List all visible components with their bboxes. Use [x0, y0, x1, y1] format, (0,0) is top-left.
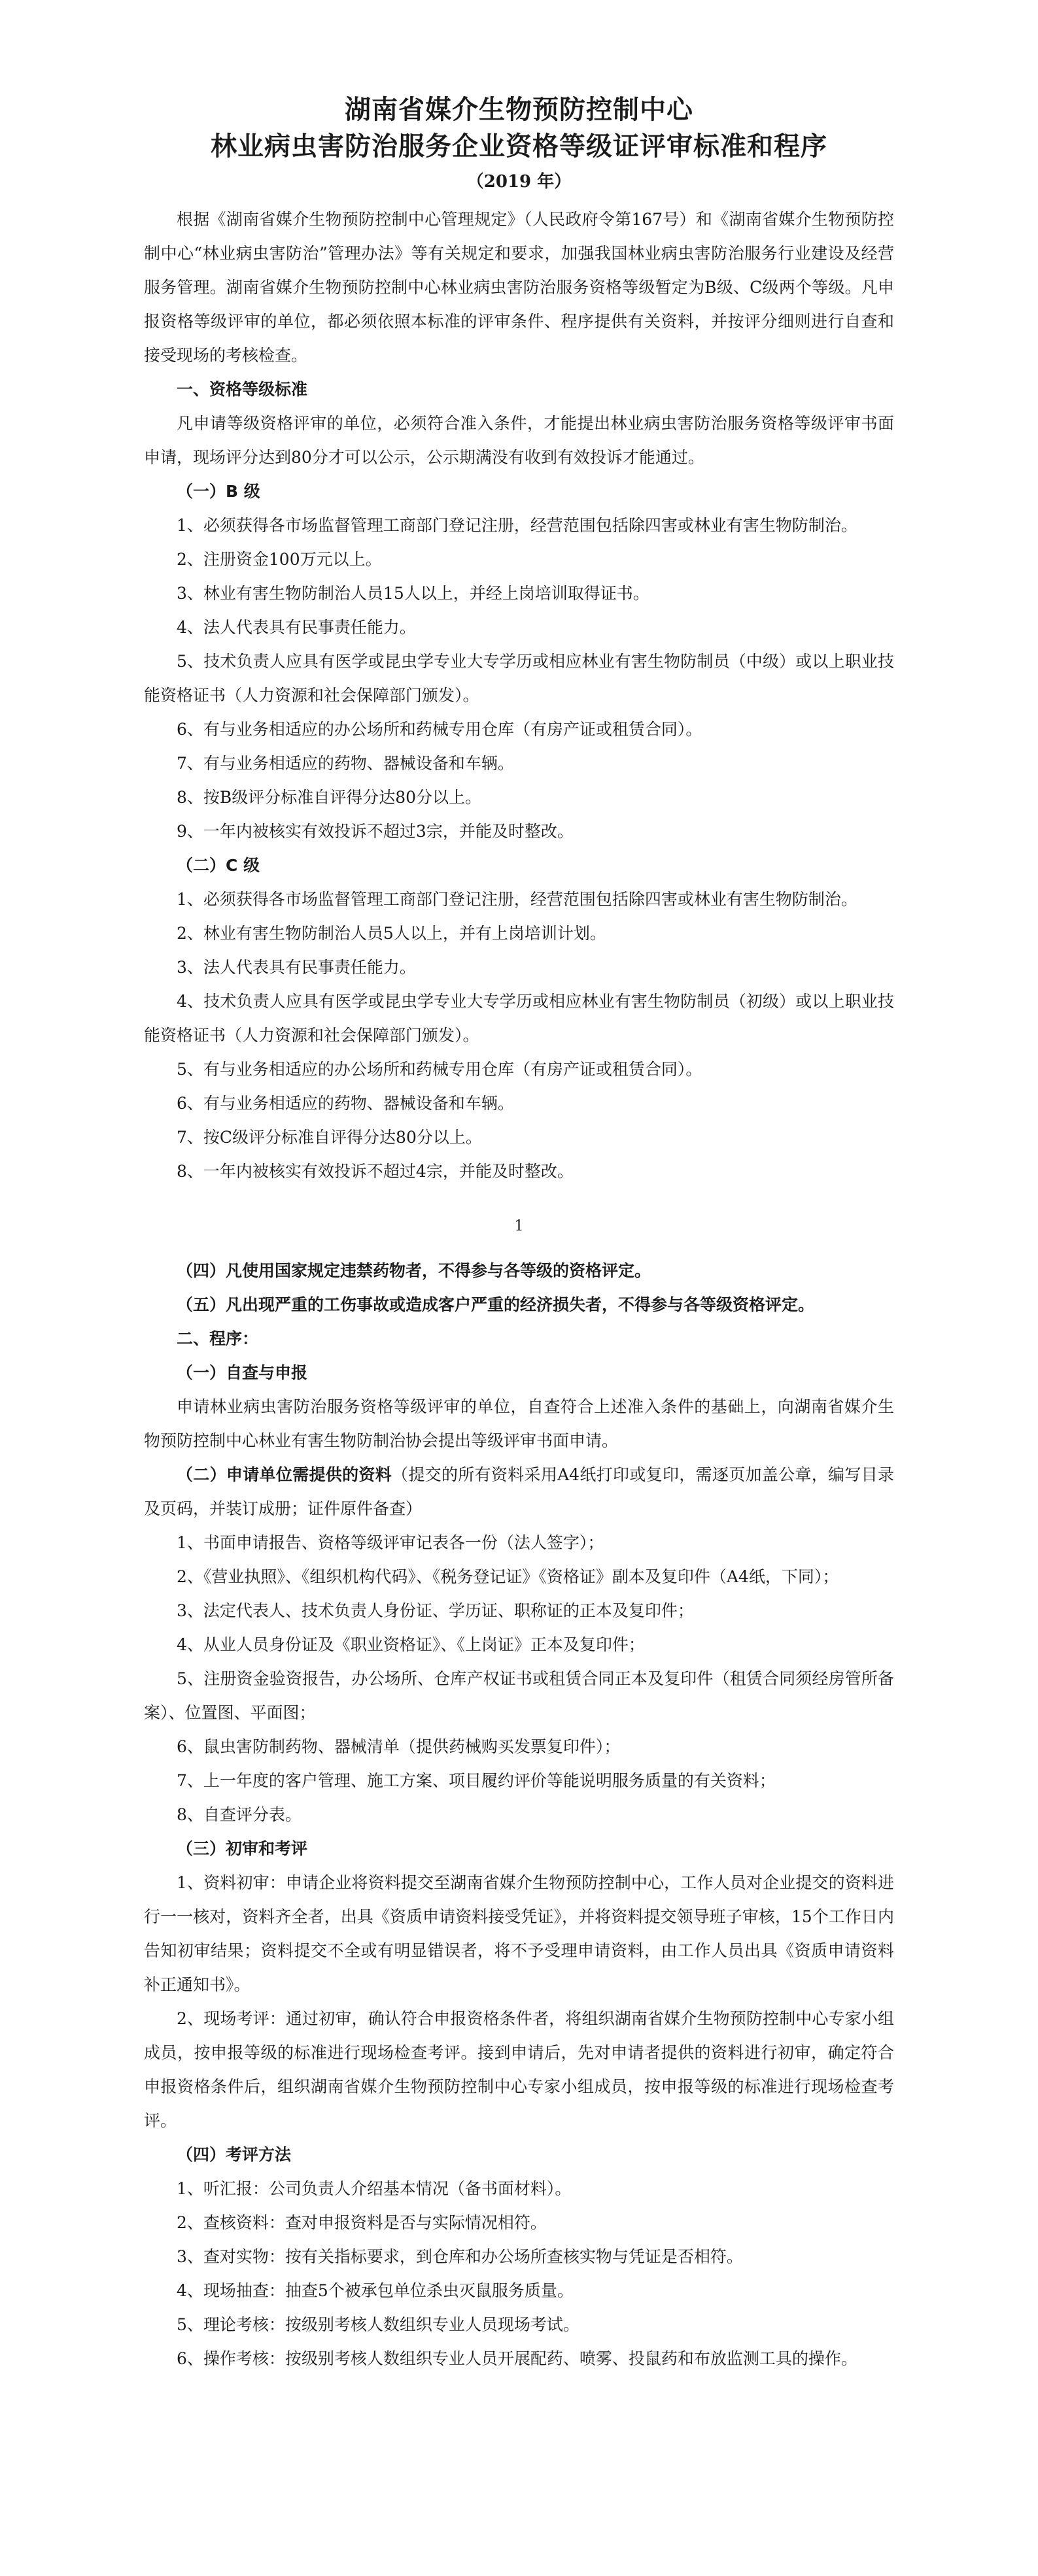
c-item: 7、按C级评分标准自评得分达80分以上。: [177, 1128, 482, 1147]
b-item: 8、按B级评分标准自评得分达80分以上。: [177, 788, 482, 807]
b-item: 1、必须获得各市场监督管理工商部门登记注册，经营范围包括除四害或林业有害生物防制治。: [177, 516, 857, 535]
b-item: 7、有与业务相适应的药物、器械设备和车辆。: [177, 754, 514, 773]
procedure4-item: 6、操作考核：按级别考核人数组织专业人员开展配药、喷雾、投鼠药和布放监测工具的操作。: [177, 2349, 857, 2368]
c-item: 2、林业有害生物防制治人员5人以上，并有上岗培训计划。: [177, 924, 606, 943]
intro-paragraph: 根据《湖南省媒介生物预防控制中心管理规定》（人民政府令第167号）和《湖南省媒介生物预防控制中心“林业病虫害防治”管理办法》等有关规定和要求，加强我国林业病虫害防治服务行业建设及经营服务管理。湖南省媒介生物预防控制中心林业病虫害防治服务资格等级暂定为B级、C级两个等级。凡申报资格等级评审的单位，都必须依照本标准的评审条件、程序提供有关资料，并按评分细则进行自查和接受现场的考核检查。: [144, 210, 894, 365]
procedure2-text: （提交的所有资料采用A4纸打印或复印，需逐页加盖公章，编写目录及页码，并装订成册；证件原件备查）: [144, 1465, 894, 1518]
procedure2-paragraph: [144, 1458, 894, 1526]
b-level-heading: （一）B 级: [177, 482, 260, 501]
c-item: 1、必须获得各市场监督管理工商部门登记注册，经营范围包括除四害或林业有害生物防制治。: [177, 890, 857, 909]
procedure4-heading: （四）考评方法: [177, 2145, 292, 2164]
b-item: 2、注册资金100万元以上。: [177, 550, 382, 569]
document-year: （2019 年）: [466, 172, 572, 192]
document-title-line1: 湖南省媒介生物预防控制中心: [345, 95, 693, 125]
c-level-heading: （二）C 级: [177, 856, 260, 875]
procedure4-item: 1、听汇报：公司负责人介绍基本情况（备书面材料）。: [177, 2179, 572, 2198]
procedure2-heading: （二）申请单位需提供的资料: [177, 1465, 392, 1484]
section1-heading: 一、资格等级标准: [177, 380, 308, 399]
document-title-line2: 林业病虫害防治服务企业资格等级证评审标准和程序: [211, 131, 827, 161]
section2-heading: 二、程序：: [177, 1329, 259, 1348]
c-item: 5、有与业务相适应的办公场所和药械专用仓库（有房产证或租赁合同）。: [177, 1060, 702, 1079]
b-item: 6、有与业务相适应的办公场所和药械专用仓库（有房产证或租赁合同）。: [177, 720, 702, 739]
section1-intro: 凡申请等级资格评审的单位，必须符合准入条件，才能提出林业病虫害防治服务资格等级评审书面申请，现场评分达到80分才可以公示，公示期满没有收到有效投诉才能通过。: [144, 414, 894, 467]
procedure4-item: 3、查对实物：按有关指标要求，到仓库和办公场所查核实物与凭证是否相符。: [177, 2247, 743, 2266]
procedure2-item: 7、上一年度的客户管理、施工方案、项目履约评价等能说明服务质量的有关资料；: [177, 1771, 776, 1790]
c-item: 4、技术负责人应具有医学或昆虫学专业大专学历或相应林业有害生物防制员（初级）或以上职业技能资格证书（人力资源和社会保障部门颁发）。: [144, 992, 894, 1045]
rule-4: （四）凡使用国家规定违禁药物者，不得参与各等级的资格评定。: [177, 1261, 651, 1280]
b-item: 5、技术负责人应具有医学或昆虫学专业大专学历或相应林业有害生物防制员（中级）或以上职业技能资格证书（人力资源和社会保障部门颁发）。: [144, 652, 894, 705]
procedure3-item: 1、资料初审：申请企业将资料提交至湖南省媒介生物预防控制中心，工作人员对企业提交的资料进行一一核对，资料齐全者，出具《资质申请资料接受凭证》，并将资料提交领导班子审核，15个工作日内告知初审结果；资料提交不全或有明显错误者，将不予受理申请资料，由工作人员出具《资质申请资料补正通知书》。: [144, 1873, 894, 1994]
procedure2-item: 5、注册资金验资报告，办公场所、仓库产权证书或租赁合同正本及复印件（租赁合同须经房管所备案）、位置图、平面图；: [144, 1669, 894, 1722]
procedure1-text: 申请林业病虫害防治服务资格等级评审的单位，自查符合上述准入条件的基础上，向湖南省媒介生物预防控制中心林业有害生物防制治协会提出等级评审书面申请。: [144, 1397, 894, 1450]
c-item: 6、有与业务相适应的药物、器械设备和车辆。: [177, 1094, 514, 1113]
procedure4-item: 2、查核资料：查对申报资料是否与实际情况相符。: [177, 2213, 547, 2232]
procedure2-item: 6、鼠虫害防制药物、器械清单（提供药械购买发票复印件）；: [177, 1737, 621, 1756]
b-item: 9、一年内被核实有效投诉不超过3宗，并能及时整改。: [177, 822, 574, 841]
b-item: 4、法人代表具有民事责任能力。: [177, 618, 416, 637]
procedure2-item: 2、《营业执照》、《组织机构代码》、《税务登记证》《资格证》副本及复印件（A4纸，下同）；: [177, 1567, 839, 1586]
b-item: 3、林业有害生物防制治人员15人以上，并经上岗培训取得证书。: [177, 584, 649, 603]
procedure3-heading: （三）初审和考评: [177, 1839, 308, 1858]
page-number: 1: [514, 1218, 524, 1234]
procedure2-item: 1、书面申请报告、资格等级评审记表各一份（法人签字）；: [177, 1533, 604, 1552]
procedure2-item: 8、自查评分表。: [177, 1805, 302, 1824]
rule-5: （五）凡出现严重的工伤事故或造成客户严重的经济损失者，不得参与各等级资格评定。: [177, 1295, 815, 1314]
procedure3-item: 2、现场考评：通过初审，确认符合申报资格条件者，将组织湖南省媒介生物预防控制中心专家小组成员，按申报等级的标准进行现场检查考评。接到申请后，先对申请者提供的资料进行初审，确定符合申报资格条件后，组织湖南省媒介生物预防控制中心专家小组成员，按申报等级的标准进行现场检查考评。: [144, 2009, 894, 2130]
procedure2-item: 4、从业人员身份证及《职业资格证》、《上岗证》正本及复印件；: [177, 1635, 645, 1654]
procedure2-item: 3、法定代表人、技术负责人身份证、学历证、职称证的正本及复印件；: [177, 1601, 694, 1620]
procedure1-heading: （一）自查与申报: [177, 1363, 308, 1382]
procedure4-item: 4、现场抽查：抽查5个被承包单位杀虫灭鼠服务质量。: [177, 2281, 574, 2300]
procedure4-item: 5、理论考核：按级别考核人数组织专业人员现场考试。: [177, 2315, 580, 2334]
c-item: 3、法人代表具有民事责任能力。: [177, 958, 416, 977]
c-item: 8、一年内被核实有效投诉不超过4宗，并能及时整改。: [177, 1162, 574, 1181]
